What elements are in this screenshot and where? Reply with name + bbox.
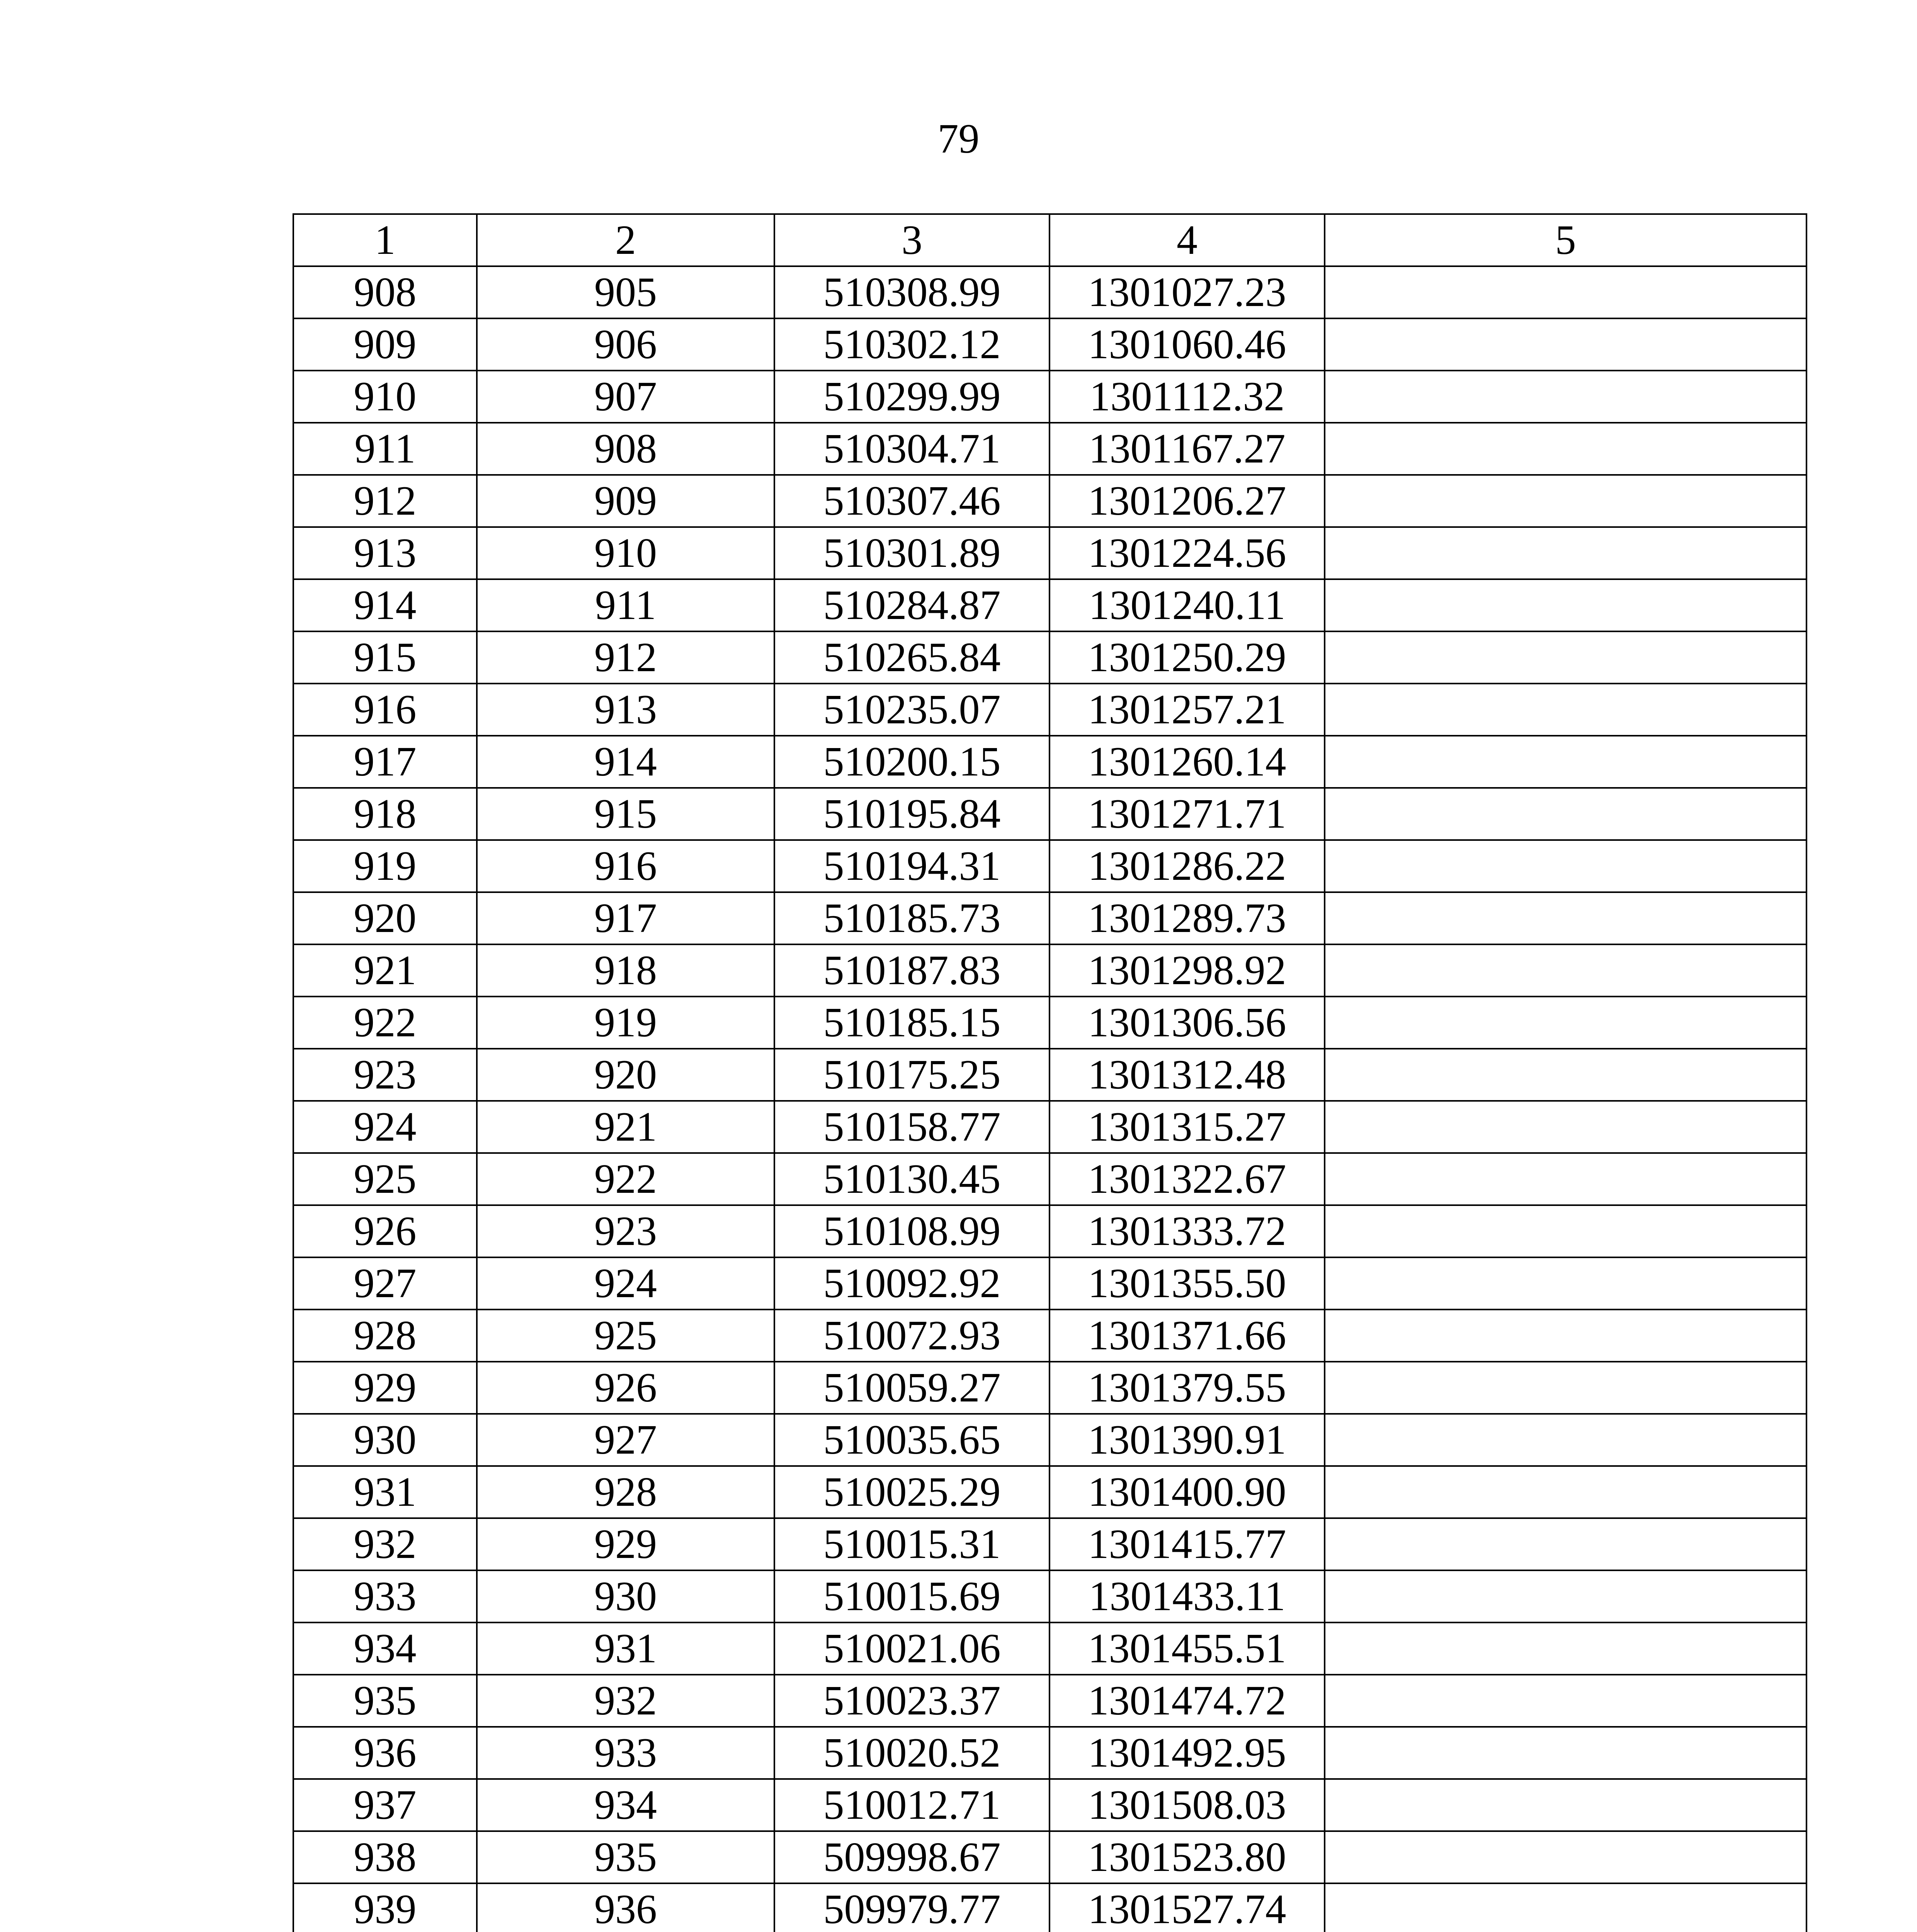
table-cell-col-3: 510092.92 xyxy=(774,1257,1050,1310)
table-row xyxy=(293,475,1806,527)
table-cell-col-1: 918 xyxy=(293,788,477,840)
table-cell-col-3: 510304.71 xyxy=(774,423,1050,475)
table-cell-col-5 xyxy=(1325,579,1806,631)
table-cell-col-3: 510020.52 xyxy=(774,1727,1050,1779)
table-cell-col-3: 510265.84 xyxy=(774,631,1050,684)
table-cell-col-4: 1301492.95 xyxy=(1050,1727,1325,1779)
table-cell-col-5 xyxy=(1325,1831,1806,1883)
table-cell-col-3: 510194.31 xyxy=(774,840,1050,892)
table-cell-col-1: 930 xyxy=(293,1414,477,1466)
table-row xyxy=(293,1049,1806,1101)
table-cell-col-3: 510307.46 xyxy=(774,475,1050,527)
table-cell-col-2: 933 xyxy=(477,1727,774,1779)
table-row xyxy=(293,1831,1806,1883)
table-cell-col-5 xyxy=(1325,266,1806,318)
table-cell-col-3: 510187.83 xyxy=(774,944,1050,997)
table-cell-col-2: 930 xyxy=(477,1570,774,1622)
table-cell-col-1: 925 xyxy=(293,1153,477,1205)
table-cell-col-2: 907 xyxy=(477,371,774,423)
column-header-2: 2 xyxy=(477,214,774,266)
table-cell-col-1: 911 xyxy=(293,423,477,475)
table-cell-col-1: 920 xyxy=(293,892,477,944)
table-cell-col-1: 939 xyxy=(293,1883,477,1932)
table-cell-col-4: 1301027.23 xyxy=(1050,266,1325,318)
table-row xyxy=(293,1622,1806,1675)
table-cell-col-4: 1301415.77 xyxy=(1050,1518,1325,1570)
table-cell-col-2: 910 xyxy=(477,527,774,579)
table-cell-col-3: 510302.12 xyxy=(774,318,1050,371)
table-cell-col-3: 510185.73 xyxy=(774,892,1050,944)
table-cell-col-2: 921 xyxy=(477,1101,774,1153)
table-cell-col-1: 912 xyxy=(293,475,477,527)
table-cell-col-3: 510284.87 xyxy=(774,579,1050,631)
table-cell-col-4: 1301257.21 xyxy=(1050,684,1325,736)
table-cell-col-1: 922 xyxy=(293,997,477,1049)
table-row xyxy=(293,684,1806,736)
table-cell-col-1: 938 xyxy=(293,1831,477,1883)
table-cell-col-3: 510130.45 xyxy=(774,1153,1050,1205)
table-cell-col-2: 920 xyxy=(477,1049,774,1101)
table-cell-col-3: 510108.99 xyxy=(774,1205,1050,1257)
table-cell-col-5 xyxy=(1325,1883,1806,1932)
table-cell-col-2: 931 xyxy=(477,1622,774,1675)
table-row xyxy=(293,1101,1806,1153)
table-body xyxy=(293,266,1806,1932)
table-cell-col-2: 917 xyxy=(477,892,774,944)
table-cell-col-3: 510200.15 xyxy=(774,736,1050,788)
table-header-row xyxy=(293,214,1806,266)
table-cell-col-2: 924 xyxy=(477,1257,774,1310)
table-cell-col-1: 913 xyxy=(293,527,477,579)
table-row xyxy=(293,371,1806,423)
table-cell-col-3: 509979.77 xyxy=(774,1883,1050,1932)
table-row xyxy=(293,1257,1806,1310)
table-row xyxy=(293,423,1806,475)
page-number: 79 xyxy=(937,116,980,162)
table-row xyxy=(293,1362,1806,1414)
table-row xyxy=(293,997,1806,1049)
coordinates-table xyxy=(293,213,1807,1932)
table-cell-col-4: 1301527.74 xyxy=(1050,1883,1325,1932)
column-header-4: 4 xyxy=(1050,214,1325,266)
table-cell-col-2: 936 xyxy=(477,1883,774,1932)
table-cell-col-4: 1301455.51 xyxy=(1050,1622,1325,1675)
table-cell-col-1: 929 xyxy=(293,1362,477,1414)
table-row xyxy=(293,1779,1806,1831)
table-cell-col-5 xyxy=(1325,423,1806,475)
table-cell-col-2: 908 xyxy=(477,423,774,475)
column-header-5: 5 xyxy=(1325,214,1806,266)
table-cell-col-2: 926 xyxy=(477,1362,774,1414)
table-cell-col-5 xyxy=(1325,318,1806,371)
table-cell-col-3: 510158.77 xyxy=(774,1101,1050,1153)
table-cell-col-3: 510185.15 xyxy=(774,997,1050,1049)
table-cell-col-4: 1301333.72 xyxy=(1050,1205,1325,1257)
table-cell-col-3: 509998.67 xyxy=(774,1831,1050,1883)
table-cell-col-3: 510023.37 xyxy=(774,1675,1050,1727)
table-cell-col-2: 915 xyxy=(477,788,774,840)
table-cell-col-5 xyxy=(1325,1727,1806,1779)
table-cell-col-4: 1301312.48 xyxy=(1050,1049,1325,1101)
table-cell-col-5 xyxy=(1325,475,1806,527)
table-cell-col-5 xyxy=(1325,840,1806,892)
table-cell-col-3: 510308.99 xyxy=(774,266,1050,318)
table-cell-col-5 xyxy=(1325,631,1806,684)
table-cell-col-3: 510015.69 xyxy=(774,1570,1050,1622)
table-cell-col-5 xyxy=(1325,1049,1806,1101)
table-cell-col-4: 1301112.32 xyxy=(1050,371,1325,423)
table-cell-col-1: 909 xyxy=(293,318,477,371)
table-cell-col-4: 1301390.91 xyxy=(1050,1414,1325,1466)
table-cell-col-2: 922 xyxy=(477,1153,774,1205)
table-cell-col-5 xyxy=(1325,1570,1806,1622)
table-cell-col-1: 915 xyxy=(293,631,477,684)
column-header-3: 3 xyxy=(774,214,1050,266)
table-cell-col-3: 510195.84 xyxy=(774,788,1050,840)
table-cell-col-1: 927 xyxy=(293,1257,477,1310)
table-cell-col-4: 1301060.46 xyxy=(1050,318,1325,371)
table-cell-col-1: 933 xyxy=(293,1570,477,1622)
table-cell-col-4: 1301240.11 xyxy=(1050,579,1325,631)
table-row xyxy=(293,840,1806,892)
table-cell-col-4: 1301355.50 xyxy=(1050,1257,1325,1310)
table-row xyxy=(293,631,1806,684)
table-cell-col-5 xyxy=(1325,371,1806,423)
table-cell-col-4: 1301508.03 xyxy=(1050,1779,1325,1831)
table-row xyxy=(293,579,1806,631)
table-cell-col-5 xyxy=(1325,788,1806,840)
table-cell-col-2: 905 xyxy=(477,266,774,318)
table-cell-col-4: 1301371.66 xyxy=(1050,1310,1325,1362)
table-cell-col-5 xyxy=(1325,527,1806,579)
table-cell-col-1: 923 xyxy=(293,1049,477,1101)
table-cell-col-4: 1301306.56 xyxy=(1050,997,1325,1049)
table-cell-col-4: 1301379.55 xyxy=(1050,1362,1325,1414)
table-cell-col-4: 1301322.67 xyxy=(1050,1153,1325,1205)
table-cell-col-4: 1301289.73 xyxy=(1050,892,1325,944)
table-cell-col-4: 1301167.27 xyxy=(1050,423,1325,475)
table-cell-col-2: 916 xyxy=(477,840,774,892)
table-cell-col-4: 1301474.72 xyxy=(1050,1675,1325,1727)
table-cell-col-1: 916 xyxy=(293,684,477,736)
table-cell-col-1: 928 xyxy=(293,1310,477,1362)
table-cell-col-5 xyxy=(1325,736,1806,788)
table-cell-col-2: 914 xyxy=(477,736,774,788)
table-cell-col-5 xyxy=(1325,1414,1806,1466)
table-cell-col-3: 510015.31 xyxy=(774,1518,1050,1570)
table-cell-col-3: 510072.93 xyxy=(774,1310,1050,1362)
table-row xyxy=(293,1414,1806,1466)
table-cell-col-3: 510299.99 xyxy=(774,371,1050,423)
table-cell-col-1: 921 xyxy=(293,944,477,997)
table-cell-col-2: 928 xyxy=(477,1466,774,1518)
table-cell-col-1: 908 xyxy=(293,266,477,318)
table-cell-col-1: 917 xyxy=(293,736,477,788)
table-cell-col-4: 1301523.80 xyxy=(1050,1831,1325,1883)
table-cell-col-2: 919 xyxy=(477,997,774,1049)
table-cell-col-5 xyxy=(1325,1310,1806,1362)
table-cell-col-3: 510012.71 xyxy=(774,1779,1050,1831)
table-cell-col-4: 1301298.92 xyxy=(1050,944,1325,997)
table-row xyxy=(293,1518,1806,1570)
table-cell-col-4: 1301271.71 xyxy=(1050,788,1325,840)
table-cell-col-2: 913 xyxy=(477,684,774,736)
table-cell-col-2: 925 xyxy=(477,1310,774,1362)
table-row xyxy=(293,736,1806,788)
table-row xyxy=(293,318,1806,371)
table-cell-col-5 xyxy=(1325,1466,1806,1518)
table-cell-col-1: 910 xyxy=(293,371,477,423)
table-cell-col-2: 929 xyxy=(477,1518,774,1570)
table-cell-col-2: 909 xyxy=(477,475,774,527)
table-cell-col-2: 912 xyxy=(477,631,774,684)
table-cell-col-2: 935 xyxy=(477,1831,774,1883)
table-cell-col-5 xyxy=(1325,1101,1806,1153)
table-cell-col-5 xyxy=(1325,1257,1806,1310)
table-cell-col-4: 1301206.27 xyxy=(1050,475,1325,527)
table-row xyxy=(293,527,1806,579)
table-row xyxy=(293,1570,1806,1622)
table-cell-col-2: 911 xyxy=(477,579,774,631)
table-cell-col-3: 510021.06 xyxy=(774,1622,1050,1675)
table-cell-col-4: 1301260.14 xyxy=(1050,736,1325,788)
table-cell-col-3: 510035.65 xyxy=(774,1414,1050,1466)
table-row xyxy=(293,944,1806,997)
table-cell-col-2: 932 xyxy=(477,1675,774,1727)
table-row xyxy=(293,788,1806,840)
table-row xyxy=(293,1153,1806,1205)
table-cell-col-4: 1301224.56 xyxy=(1050,527,1325,579)
table-cell-col-3: 510235.07 xyxy=(774,684,1050,736)
table-cell-col-4: 1301286.22 xyxy=(1050,840,1325,892)
table-row xyxy=(293,892,1806,944)
table-cell-col-3: 510059.27 xyxy=(774,1362,1050,1414)
table-cell-col-1: 926 xyxy=(293,1205,477,1257)
table-cell-col-2: 906 xyxy=(477,318,774,371)
table-cell-col-3: 510301.89 xyxy=(774,527,1050,579)
table-cell-col-1: 934 xyxy=(293,1622,477,1675)
table-cell-col-3: 510175.25 xyxy=(774,1049,1050,1101)
table-row xyxy=(293,1310,1806,1362)
table-cell-col-5 xyxy=(1325,684,1806,736)
table-cell-col-2: 918 xyxy=(477,944,774,997)
table-cell-col-1: 937 xyxy=(293,1779,477,1831)
table-cell-col-5 xyxy=(1325,1622,1806,1675)
table-cell-col-5 xyxy=(1325,1153,1806,1205)
table-cell-col-1: 924 xyxy=(293,1101,477,1153)
table-cell-col-3: 510025.29 xyxy=(774,1466,1050,1518)
table-cell-col-1: 935 xyxy=(293,1675,477,1727)
table-row xyxy=(293,1727,1806,1779)
table-cell-col-5 xyxy=(1325,1518,1806,1570)
table-cell-col-5 xyxy=(1325,1779,1806,1831)
table-row xyxy=(293,1675,1806,1727)
table-cell-col-4: 1301433.11 xyxy=(1050,1570,1325,1622)
table-row xyxy=(293,1205,1806,1257)
table-cell-col-2: 934 xyxy=(477,1779,774,1831)
table-cell-col-5 xyxy=(1325,944,1806,997)
table-cell-col-1: 919 xyxy=(293,840,477,892)
table-cell-col-4: 1301400.90 xyxy=(1050,1466,1325,1518)
table-cell-col-5 xyxy=(1325,1205,1806,1257)
table-cell-col-1: 931 xyxy=(293,1466,477,1518)
table-row xyxy=(293,266,1806,318)
table-cell-col-2: 923 xyxy=(477,1205,774,1257)
table-cell-col-5 xyxy=(1325,997,1806,1049)
table-cell-col-5 xyxy=(1325,1362,1806,1414)
table-row xyxy=(293,1466,1806,1518)
table-cell-col-2: 927 xyxy=(477,1414,774,1466)
table-cell-col-1: 914 xyxy=(293,579,477,631)
table-cell-col-5 xyxy=(1325,892,1806,944)
table-row xyxy=(293,1883,1806,1932)
table-cell-col-1: 932 xyxy=(293,1518,477,1570)
table-cell-col-1: 936 xyxy=(293,1727,477,1779)
table-cell-col-4: 1301250.29 xyxy=(1050,631,1325,684)
table-cell-col-5 xyxy=(1325,1675,1806,1727)
table-cell-col-4: 1301315.27 xyxy=(1050,1101,1325,1153)
column-header-1: 1 xyxy=(293,214,477,266)
